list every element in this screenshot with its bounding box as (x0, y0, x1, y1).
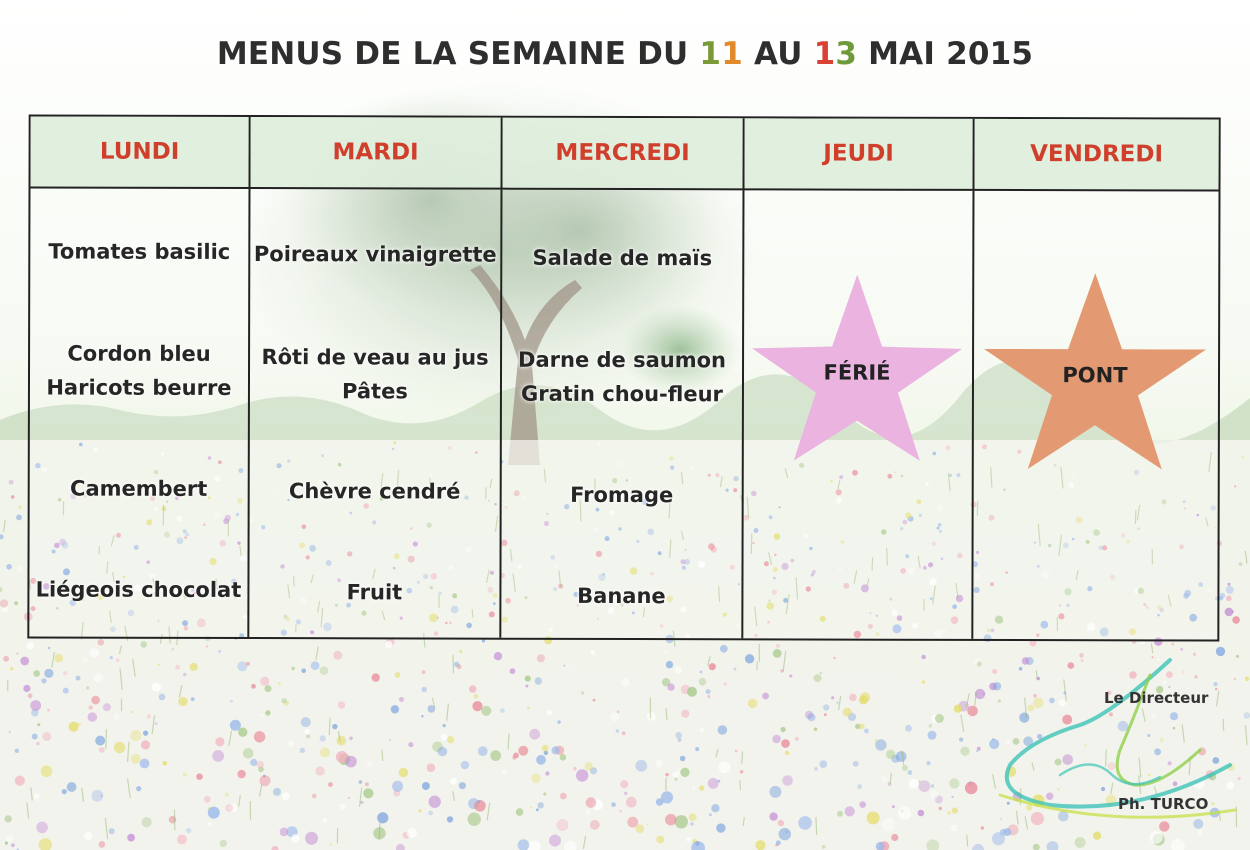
title-start-day (699, 36, 743, 72)
dish-starter: Poireaux vinaigrette (253, 242, 497, 267)
day-header-vendredi: VENDREDI (974, 119, 1218, 192)
title-suffix: MAI 2015 (857, 36, 1034, 72)
end-day-digit-2: 3 (835, 36, 858, 72)
dish-starter: Salade de maïs (532, 245, 713, 271)
dish-main-line-2: Gratin chou-fleur (520, 381, 723, 407)
title-end-day (814, 36, 858, 72)
dish-starter: Tomates basilic (48, 239, 231, 264)
menu-cell-mardi (249, 189, 502, 638)
menu-cell-mercredi (501, 190, 744, 639)
dish-main-line-2: Pâtes (342, 379, 408, 404)
director-signature (960, 655, 1240, 845)
title-prefix: MENUS DE LA SEMAINE DU (216, 36, 700, 72)
dish-main-line-1: Rôti de veau au jus (261, 345, 489, 370)
dish-main (250, 340, 500, 409)
dish-dessert: Banane (577, 583, 666, 609)
page-title (0, 36, 1250, 72)
start-day-digit-1: 1 (699, 36, 722, 72)
menu-cell-vendredi (973, 191, 1218, 640)
holiday-star (750, 272, 964, 463)
day-header-jeudi: JEUDI (744, 118, 974, 191)
signature-role: Le Directeur (1104, 689, 1209, 707)
menu-cell-lundi (29, 188, 250, 637)
menu-cell-jeudi (743, 190, 974, 639)
signature-name: Ph. TURCO (1118, 795, 1209, 813)
bridge-day-star (982, 271, 1209, 472)
holiday-label: FÉRIÉ (823, 360, 891, 385)
start-day-digit-2: 1 (721, 36, 743, 72)
dish-main (30, 336, 248, 405)
end-day-digit-1: 1 (813, 36, 836, 72)
day-header-mardi: MARDI (250, 117, 502, 190)
dish-main-line-2: Haricots beurre (46, 375, 232, 400)
dish-dessert: Fruit (346, 580, 403, 605)
dish-dessert: Liégeois chocolat (35, 577, 242, 602)
bridge-day-label: PONT (1062, 363, 1128, 388)
weekly-menu-table (27, 114, 1220, 641)
dish-main-line-1: Cordon bleu (67, 341, 211, 366)
day-header-lundi: LUNDI (30, 116, 250, 189)
dish-cheese: Fromage (570, 482, 674, 508)
dish-cheese: Chèvre cendré (288, 479, 461, 504)
dish-cheese: Camembert (70, 476, 208, 501)
title-middle: AU (742, 36, 814, 72)
dish-main-line-1: Darne de saumon (518, 347, 727, 373)
dish-main (502, 343, 742, 412)
day-header-mercredi: MERCREDI (502, 118, 744, 191)
